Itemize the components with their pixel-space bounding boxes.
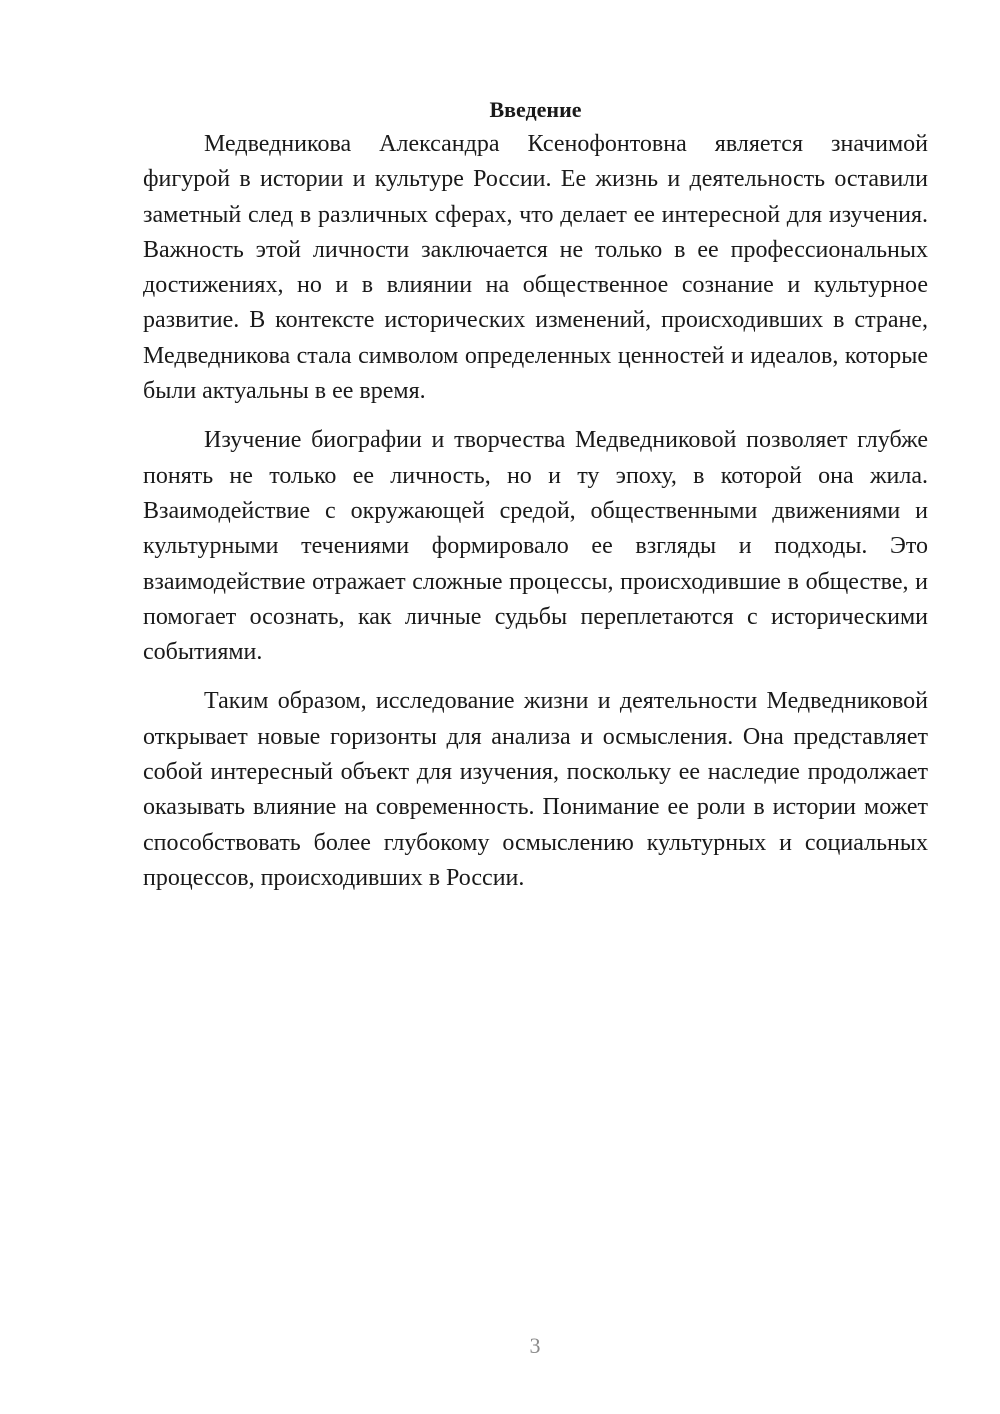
- page-content: [143, 92, 928, 896]
- paragraph-2: Изучение биографии и творчества Медведниковой позволяет глубже понять не только ее личность, но и ту эпоху, в которой она жила. Взаимодействие с окружающей средой, общественными движениями и культурными течениями формировало ее взгляды и подходы. Это взаимодействие отражает сложные процессы, происходившие в обществе, и помогает осознать, как личные судьбы переплетаются с историческими событиями.: [143, 427, 928, 666]
- paragraph-3: Таким образом, исследование жизни и деятельности Медведниковой открывает новые горизонты для анализа и осмысления. Она представляет собой интересный объект для изучения, поскольку ее наследие продолжает оказывать влияние на современность. Понимание ее роли в истории может способствовать более глубокому осмыслению культурных и социальных процессов, происходивших в России.: [143, 688, 928, 891]
- page-title: Введение: [489, 97, 582, 122]
- page-number: 3: [529, 1333, 541, 1358]
- paragraph-1: Медведникова Александра Ксенофонтовна является значимой фигурой в истории и культуре России. Ее жизнь и деятельность оставили заметный след в различных сферах, что делает ее интересной для изучения. Важность этой личности заключается не только в ее профессиональных достижениях, но и в влиянии на общественное сознание и культурное развитие. В контексте исторических изменений, происходивших в стране, Медведникова стала символом определенных ценностей и идеалов, которые были актуальны в ее время.: [143, 131, 928, 405]
